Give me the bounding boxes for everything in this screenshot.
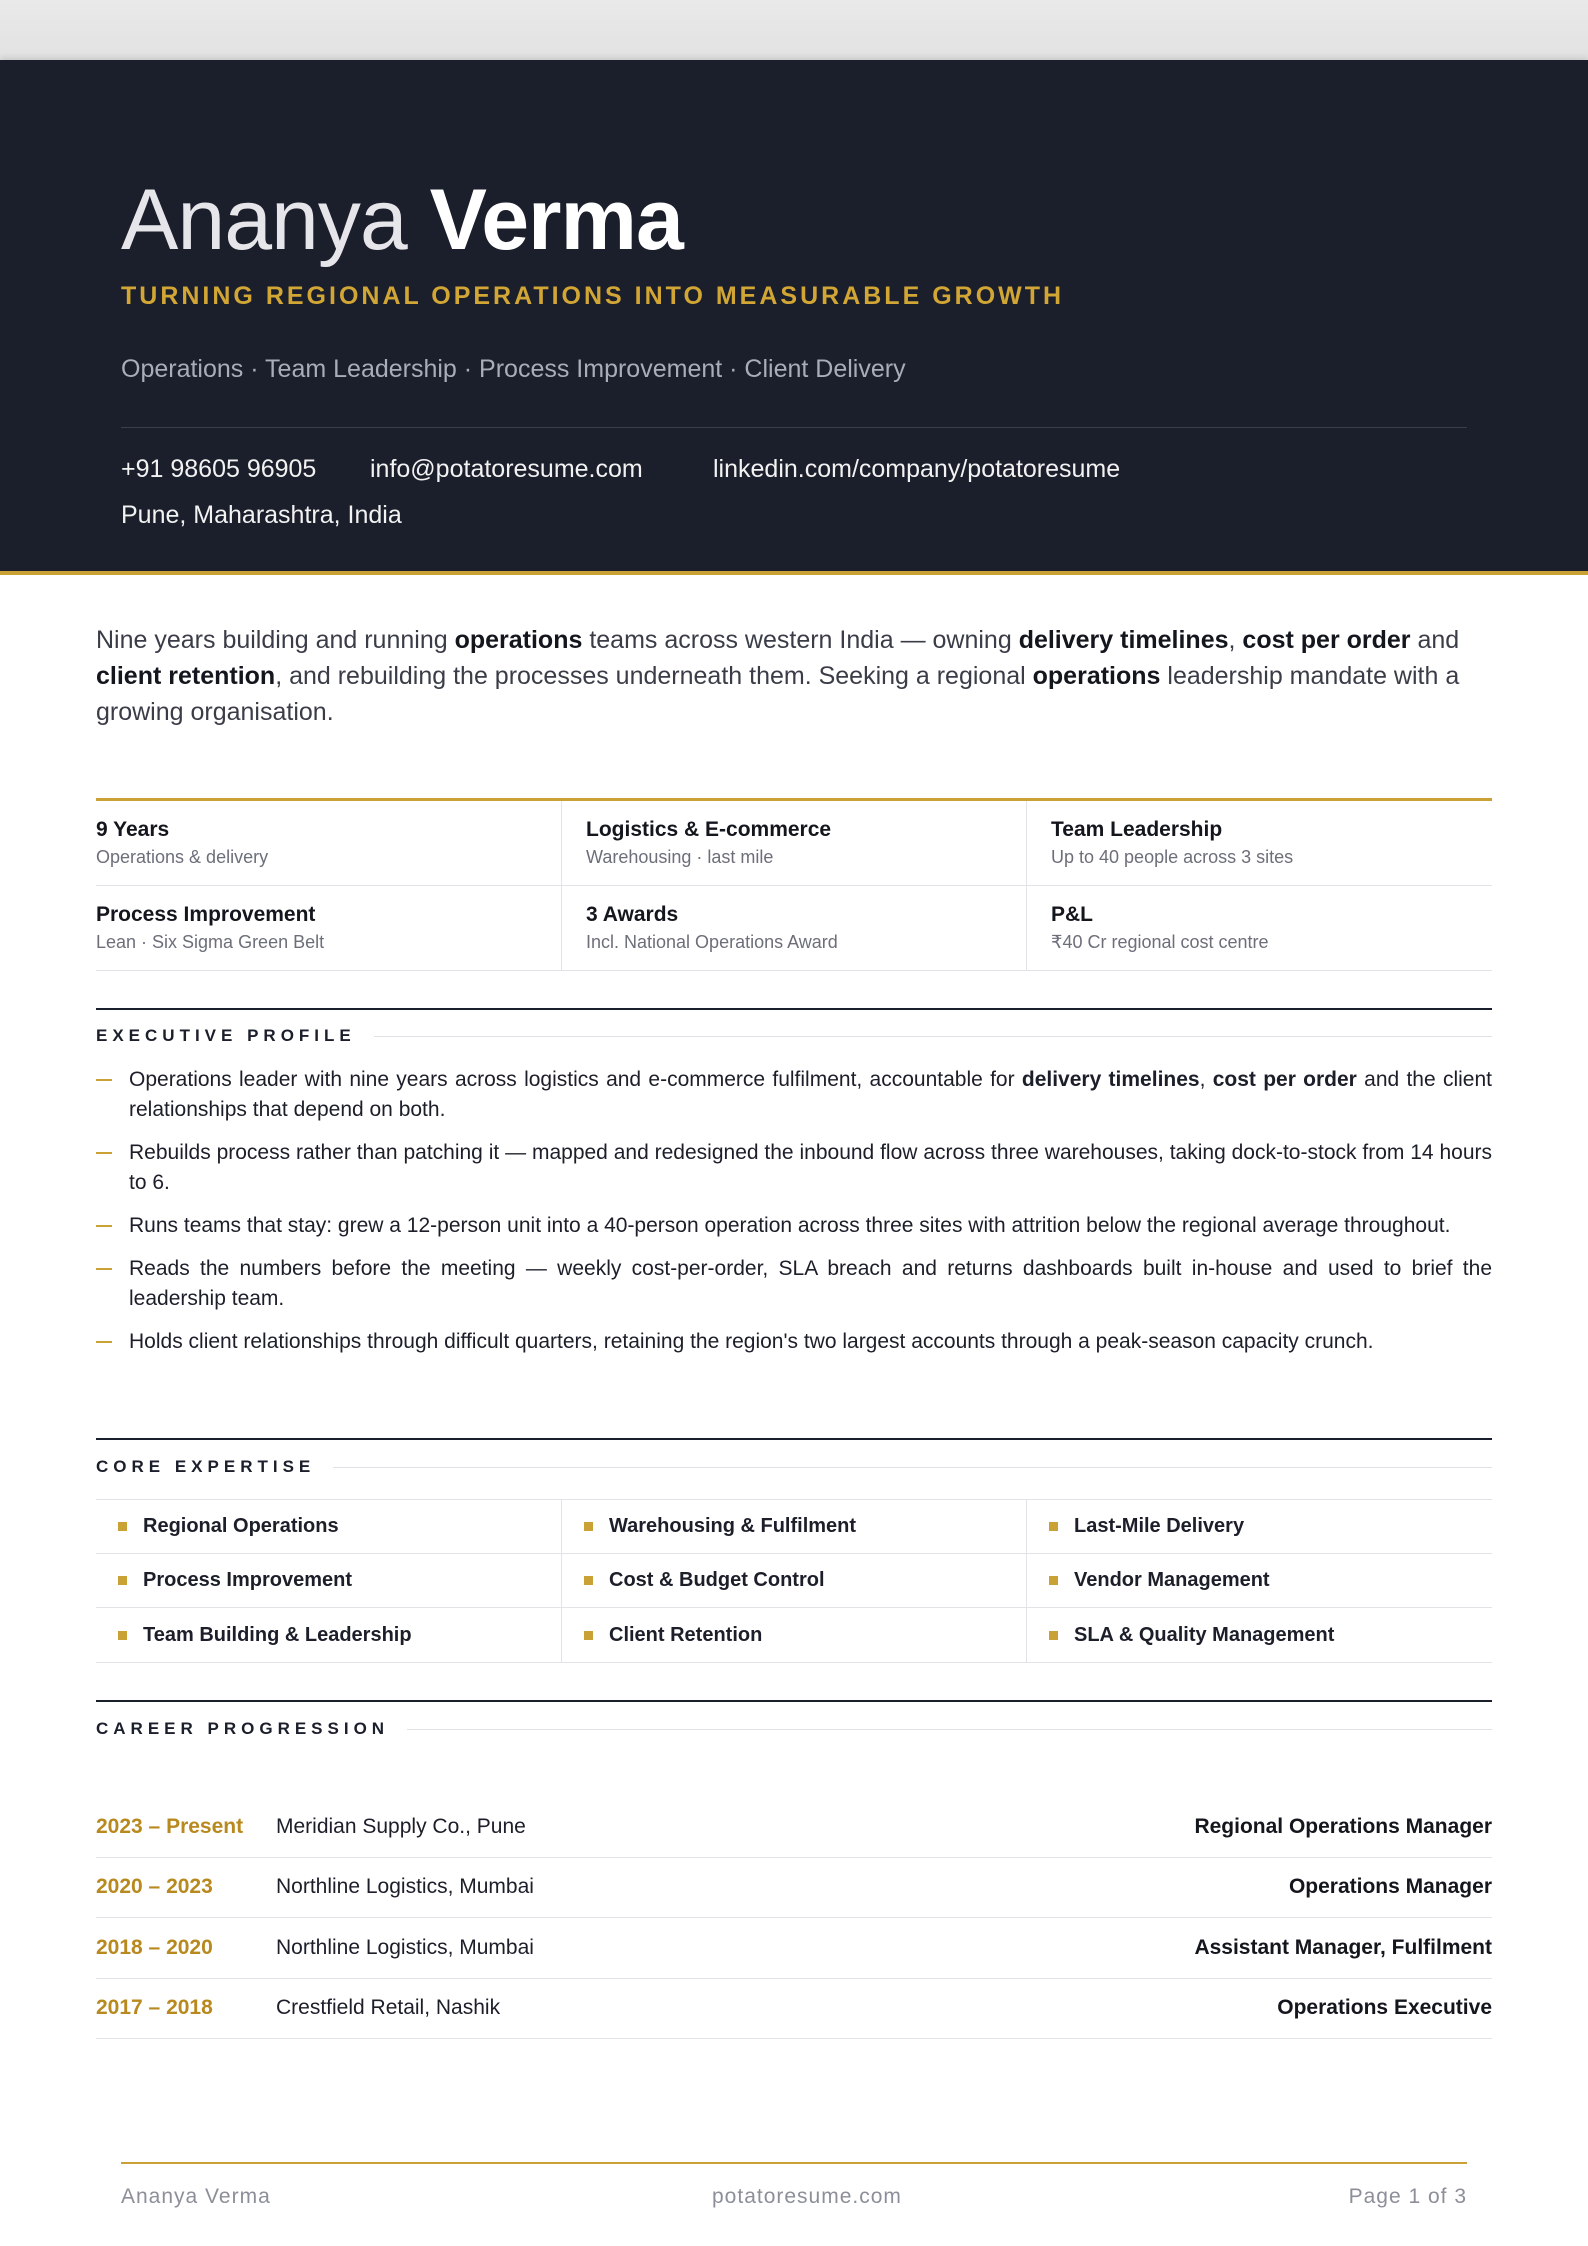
career-company: Northline Logistics, Mumbai xyxy=(276,1875,534,1899)
stat-title: P&L xyxy=(1051,903,1093,926)
emphasis-text: operations xyxy=(1032,662,1161,690)
career-company: Meridian Supply Co., Pune xyxy=(276,1814,526,1838)
stat-cell xyxy=(561,801,1027,886)
career-years: 2018 – 2020 xyxy=(96,1935,213,1959)
square-bullet-icon xyxy=(584,1576,593,1585)
contact-location: Pune, Maharashtra, India xyxy=(121,501,402,529)
square-bullet-icon xyxy=(118,1576,127,1585)
square-bullet-icon xyxy=(118,1631,127,1640)
tagline: TURNING REGIONAL OPERATIONS INTO MEASURABLE GROWTH xyxy=(121,282,1065,310)
square-bullet-icon xyxy=(1049,1522,1058,1531)
dash-bullet-icon xyxy=(96,1341,112,1343)
body-text: Operations leader with nine years across logistics and e-commerce fulfilment, accountable for xyxy=(129,1068,1022,1091)
footer-page-number: Page 1 of 3 xyxy=(1348,2185,1467,2208)
specialties: Operations · Team Leadership · Process Improvement · Client Delivery xyxy=(121,355,906,383)
section-title-expertise: CORE EXPERTISE xyxy=(96,1457,333,1477)
contact-linkedin[interactable]: linkedin.com/company/potatoresume xyxy=(713,455,1121,483)
stat-title: 3 Awards xyxy=(586,903,679,926)
career-role: Operations Manager xyxy=(1288,1875,1492,1899)
expertise-item: Regional Operations xyxy=(96,1500,561,1554)
candidate-name xyxy=(121,170,683,270)
body-text: and the client relationships that depend on both. xyxy=(129,1068,1492,1121)
career-role: Regional Operations Manager xyxy=(1194,1814,1492,1838)
profile-bullet xyxy=(96,1211,1492,1241)
body-text: Rebuilds process rather than patching it — mapped and redesigned the inbound flow across three warehouses, taking dock-to-stock from 14 hours to 6. xyxy=(129,1141,1492,1194)
resume-header xyxy=(0,60,1588,575)
square-bullet-icon xyxy=(1049,1576,1058,1585)
resume-page xyxy=(0,60,1588,2246)
section-hairline xyxy=(390,1729,1492,1730)
stat-cell xyxy=(96,801,561,886)
career-row xyxy=(96,1797,1492,1858)
body-text: Runs teams that stay: grew a 12-person unit into a 40-person operation across three sites with attrition below the regional average throughout. xyxy=(129,1214,1451,1237)
body-text: , xyxy=(1228,626,1243,654)
viewer-top-bar xyxy=(0,0,1588,60)
stat-subtitle: Operations & delivery xyxy=(96,847,269,867)
stat-title: Process Improvement xyxy=(96,903,316,926)
emphasis-text: cost per order xyxy=(1212,1068,1357,1091)
footer-rule xyxy=(121,2162,1467,2164)
first-name: Ananya xyxy=(121,172,407,268)
section-title-career: CAREER PROGRESSION xyxy=(96,1719,407,1739)
section-rule xyxy=(96,1438,1492,1440)
section-hairline xyxy=(340,1036,1492,1037)
contact-email[interactable]: info@potatoresume.com xyxy=(370,455,643,483)
stat-subtitle: Warehousing · last mile xyxy=(586,847,774,867)
career-row xyxy=(96,1858,1492,1919)
stat-subtitle: ₹40 Cr regional cost centre xyxy=(1051,932,1269,952)
body-text: leadership mandate with a growing organisation. xyxy=(96,662,1460,726)
dash-bullet-icon xyxy=(96,1225,112,1227)
stat-cell xyxy=(561,886,1027,971)
emphasis-text: operations xyxy=(454,626,583,654)
section-title-profile: EXECUTIVE PROFILE xyxy=(96,1026,374,1046)
profile-bullet xyxy=(96,1327,1492,1357)
stat-cell xyxy=(1027,801,1492,886)
footer-site[interactable]: potatoresume.com xyxy=(712,2185,902,2208)
career-row xyxy=(96,1979,1492,2040)
body-text: and xyxy=(1410,626,1460,654)
stat-subtitle: Lean · Six Sigma Green Belt xyxy=(96,932,325,952)
footer-name: Ananya Verma xyxy=(121,2185,271,2208)
expertise-item: Cost & Budget Control xyxy=(561,1554,1027,1608)
profile-bullet xyxy=(96,1065,1492,1125)
body-text: , xyxy=(1199,1068,1213,1091)
body-text: , and rebuilding the processes underneath them. Seeking a regional xyxy=(275,662,1033,690)
stat-title: Team Leadership xyxy=(1051,818,1223,841)
stat-title: 9 Years xyxy=(96,818,170,841)
career-company: Northline Logistics, Mumbai xyxy=(276,1935,534,1959)
section-rule xyxy=(96,1008,1492,1010)
expertise-grid xyxy=(96,1499,1492,1663)
expertise-item: Vendor Management xyxy=(1027,1554,1492,1608)
emphasis-text: client retention xyxy=(96,662,276,690)
body-text: Reads the numbers before the meeting — weekly cost-per-order, SLA breach and returns dashboards built in-house and used to brief the leadership team. xyxy=(129,1257,1492,1310)
career-row xyxy=(96,1918,1492,1979)
expertise-item: Warehousing & Fulfilment xyxy=(561,1500,1027,1554)
expertise-item: Client Retention xyxy=(561,1608,1027,1663)
body-text: teams across western India — owning xyxy=(582,626,1019,654)
expertise-item: Team Building & Leadership xyxy=(96,1608,561,1663)
expertise-item: Process Improvement xyxy=(96,1554,561,1608)
emphasis-text: delivery timelines xyxy=(1018,626,1229,654)
career-years: 2023 – Present xyxy=(96,1814,244,1838)
square-bullet-icon xyxy=(584,1631,593,1640)
expertise-item: SLA & Quality Management xyxy=(1027,1608,1492,1663)
body-text: Nine years building and running xyxy=(96,626,455,654)
stat-cell xyxy=(96,886,561,971)
career-role: Assistant Manager, Fulfilment xyxy=(1194,1935,1492,1959)
career-company: Crestfield Retail, Nashik xyxy=(276,1996,501,2020)
career-table xyxy=(96,1797,1492,2039)
dash-bullet-icon xyxy=(96,1268,112,1270)
square-bullet-icon xyxy=(584,1522,593,1531)
profile-bullet xyxy=(96,1254,1492,1314)
square-bullet-icon xyxy=(1049,1631,1058,1640)
contact-phone: +91 98605 96905 xyxy=(121,455,317,483)
expertise-item: Last-Mile Delivery xyxy=(1027,1500,1492,1554)
career-years: 2020 – 2023 xyxy=(96,1875,213,1899)
summary-paragraph xyxy=(96,622,1496,730)
stat-cell xyxy=(1027,886,1492,971)
profile-bullet xyxy=(96,1138,1492,1198)
header-divider xyxy=(121,427,1467,428)
section-hairline xyxy=(310,1467,1492,1468)
dash-bullet-icon xyxy=(96,1079,112,1081)
emphasis-text: delivery timelines xyxy=(1021,1068,1200,1091)
stat-subtitle: Up to 40 people across 3 sites xyxy=(1051,847,1294,867)
body-text: Holds client relationships through difficult quarters, retaining the region's two largest accounts through a peak-season capacity crunch. xyxy=(129,1330,1374,1353)
stat-title: Logistics & E-commerce xyxy=(586,818,832,841)
stat-subtitle: Incl. National Operations Award xyxy=(586,932,838,952)
last-name: Verma xyxy=(429,172,683,268)
section-rule xyxy=(96,1700,1492,1702)
stats-grid xyxy=(96,798,1492,971)
emphasis-text: cost per order xyxy=(1242,626,1411,654)
career-years: 2017 – 2018 xyxy=(96,1996,213,2020)
dash-bullet-icon xyxy=(96,1152,112,1154)
square-bullet-icon xyxy=(118,1522,127,1531)
profile-list xyxy=(96,1065,1492,1370)
career-role: Operations Executive xyxy=(1277,1996,1492,2020)
